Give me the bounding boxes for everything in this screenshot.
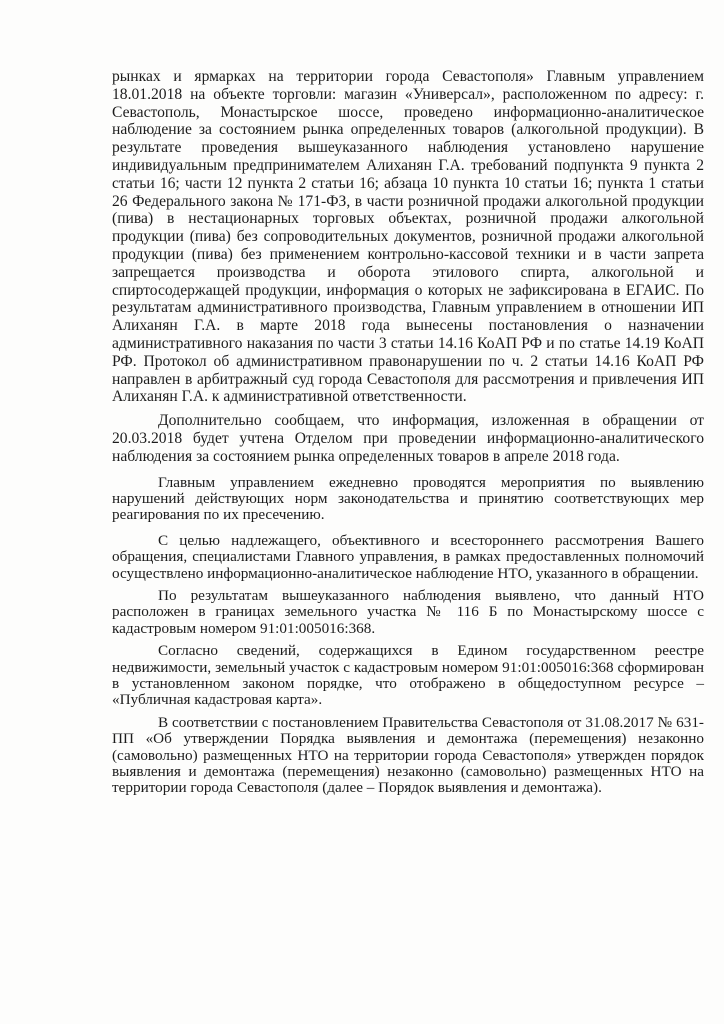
paragraph-inspection-results: рынках и ярмарках на территории города Севастополя» Главным управлением 18.01.2018 на объекте торговли: магазин «Универсал», расположенном по адресу: г. Севастополь, Монастырское шоссе, проведено информационно-аналитическое наблюдение за состоянием рынка определенных товаров (алкогольной продукции). В результате проведения вышеуказанного наблюдения установлено нарушение индивидуальным предпринимателем Алиханян Г.А. требований подпункта 9 пункта 2 статьи 16; части 12 пункта 2 статьи 16; абзаца 10 пункта 10 статьи 16; пункта 1 статьи 26 Федерального закона № 171-ФЗ, в части розничной продажи алкогольной продукции (пива) в нестационарных торговых объектах, розничной продажи алкогольной продукции (пива) без сопроводительных документов, розничной продажи алкогольной продукции (пива) без применением контрольно-кассовой техники и в части запрета запрещается производства и оборота этилового спирта, алкогольной и спиртосодержащей продукции, информация о которых не зафиксирована в ЕГАИС. По результатам административного производства, Главным управлением в отношении ИП Алиханян Г.А. в марте 2018 года вынесены постановления о назначении административного наказания по части 3 статьи 14.16 КоАП РФ и по статье 14.19 КоАП РФ. Протокол об административном правонарушении по ч. 2 статьи 14.16 КоАП РФ направлен в арбитражный суд города Севастополя для рассмотрения и привлечения ИП Алиханян Г.А. к административной ответственности. (112, 68, 704, 406)
document-body (112, 68, 704, 797)
paragraph-observation-findings: По результатам вышеуказанного наблюдения выявлено, что данный НТО расположен в границах земельного участка № 116 Б по Монастырскому шоссе с кадастровым номером 91:01:005016:368. (112, 586, 704, 637)
paragraph-additional-info: Дополнительно сообщаем, что информация, изложенная в обращении от 20.03.2018 будет учтена Отделом при проведении информационно-аналитического наблюдения за состоянием рынка определенных товаров в апреле 2018 года. (112, 412, 704, 465)
paragraph-government-resolution: В соответствии с постановлением Правительства Севастополя от 31.08.2017 № 631-ПП «Об утверждении Порядка выявления и демонтажа (перемещения) незаконно (самовольно) размещенных НТО на территории города Севастополя» утвержден порядок выявления и демонтажа (перемещения) незаконно (самовольно) размещенных НТО на территории города Севастополя (далее – Порядок выявления и демонтажа). (112, 713, 704, 797)
paragraph-daily-measures: Главным управлением ежедневно проводятся мероприятия по выявлению нарушений действующих норм законодательства и принятию соответствующих мер реагирования по их пресечению. (112, 473, 704, 524)
paragraph-registry-info: Согласно сведений, содержащихся в Едином государственном реестре недвижимости, земельный участок с кадастровым номером 91:01:005016:368 сформирован в установленном законом порядке, что отображено в общедоступном ресурсе – «Публичная кадастровая карта». (112, 642, 704, 709)
paragraph-observation-purpose: С целью надлежащего, объективного и всестороннего рассмотрения Вашего обращения, специалистами Главного управления, в рамках предоставленных полномочий осуществлено информационно-аналитическое наблюдение НТО, указанного в обращении. (112, 531, 704, 582)
